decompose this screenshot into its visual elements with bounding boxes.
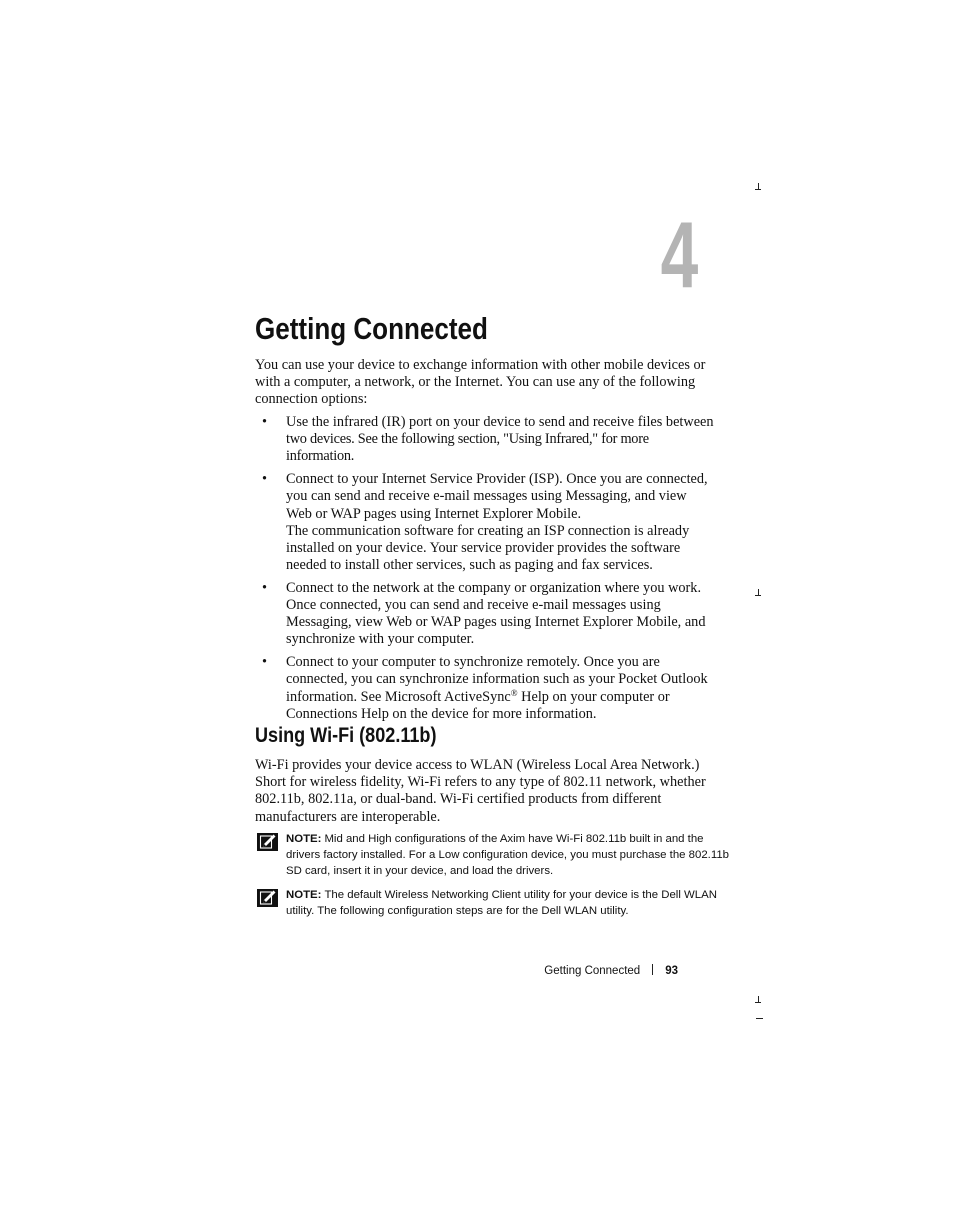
list-item-text-part: Help on your computer or Connections Help on the device for more information. [286,688,670,722]
footer-chapter-title: Getting Connected [544,965,641,977]
list-item [255,414,715,466]
bullet-icon: • [262,579,268,596]
note-block [257,888,717,920]
chapter-number: 4 [660,202,698,307]
crop-mark [755,183,763,191]
wifi-paragraph: Wi-Fi provides your device access to WLAN (Wireless Local Area Network.) Short for wireless fidelity, Wi-Fi refers to any type of 802.11 network, whether 802.11b, 802.11a, or dual-band. Wi-Fi certified products from different manufacturers are interoperable. [255,757,706,825]
page-footer [544,963,678,979]
note-pencil-icon [257,833,278,851]
list-item [255,471,715,574]
section-heading: Using Wi-Fi (802.11b) [255,724,437,747]
chapter-title: Getting Connected [255,311,488,346]
list-item [255,654,715,723]
note-pencil-icon [257,889,278,907]
note-label: NOTE: [286,833,322,845]
note-label: NOTE: [286,889,322,901]
list-item-text: two devices. See the following section, "Using Infrared," for more information. [286,431,649,465]
list-item-text: Connect to your Internet Service Provider (ISP). Once you are connected, you can send and receive e-mail messages using Messaging, and view Web or WAP pages using Internet Explorer Mobile. [286,471,708,522]
list-item-subtext: The communication software for creating an ISP connection is already installed on your device. Your service provider provides the software needed to install other services, such as paging and fax services. [286,522,690,574]
crop-mark [755,589,763,597]
crop-mark [756,1018,763,1019]
page-number: 93 [665,965,678,977]
registered-mark: ® [510,687,518,698]
list-item-text-part: Connect to your computer to synchronize remotely. Once you are connected, you can synchronize information such as your Pocket Outlook information. See Microsoft ActiveSync [286,654,708,705]
list-item-text [286,654,715,723]
list-item [255,580,715,649]
note-body: The default Wireless Networking Client utility for your device is the Dell WLAN utility. The following configuration steps are for the Dell WLAN utility. [286,889,717,917]
connection-options-list [255,414,715,728]
footer-divider [652,964,653,975]
note-text [286,888,736,920]
bullet-icon: • [262,471,268,488]
note-block [257,832,729,879]
note-text [286,832,736,879]
note-body: Mid and High configurations of the Axim have Wi-Fi 802.11b built in and the drivers factory installed. For a Low configuration device, you must purchase the 802.11b SD card, insert it in your device, and load the drivers. [286,833,729,877]
bullet-icon: • [262,414,268,430]
crop-mark [755,996,763,1004]
list-item-text: Connect to the network at the company or organization where you work. Once connected, you can send and receive e-mail messages using Messaging, view Web or WAP pages using Internet Explorer Mobile, and synchronize with your computer. [286,579,706,648]
list-item-text: Use the infrared (IR) port on your device to send and receive files between [286,414,714,430]
bullet-icon: • [262,654,268,671]
intro-paragraph: You can use your device to exchange information with other mobile devices or with a computer, a network, or the Internet. You can use any of the following connection options: [255,357,706,408]
